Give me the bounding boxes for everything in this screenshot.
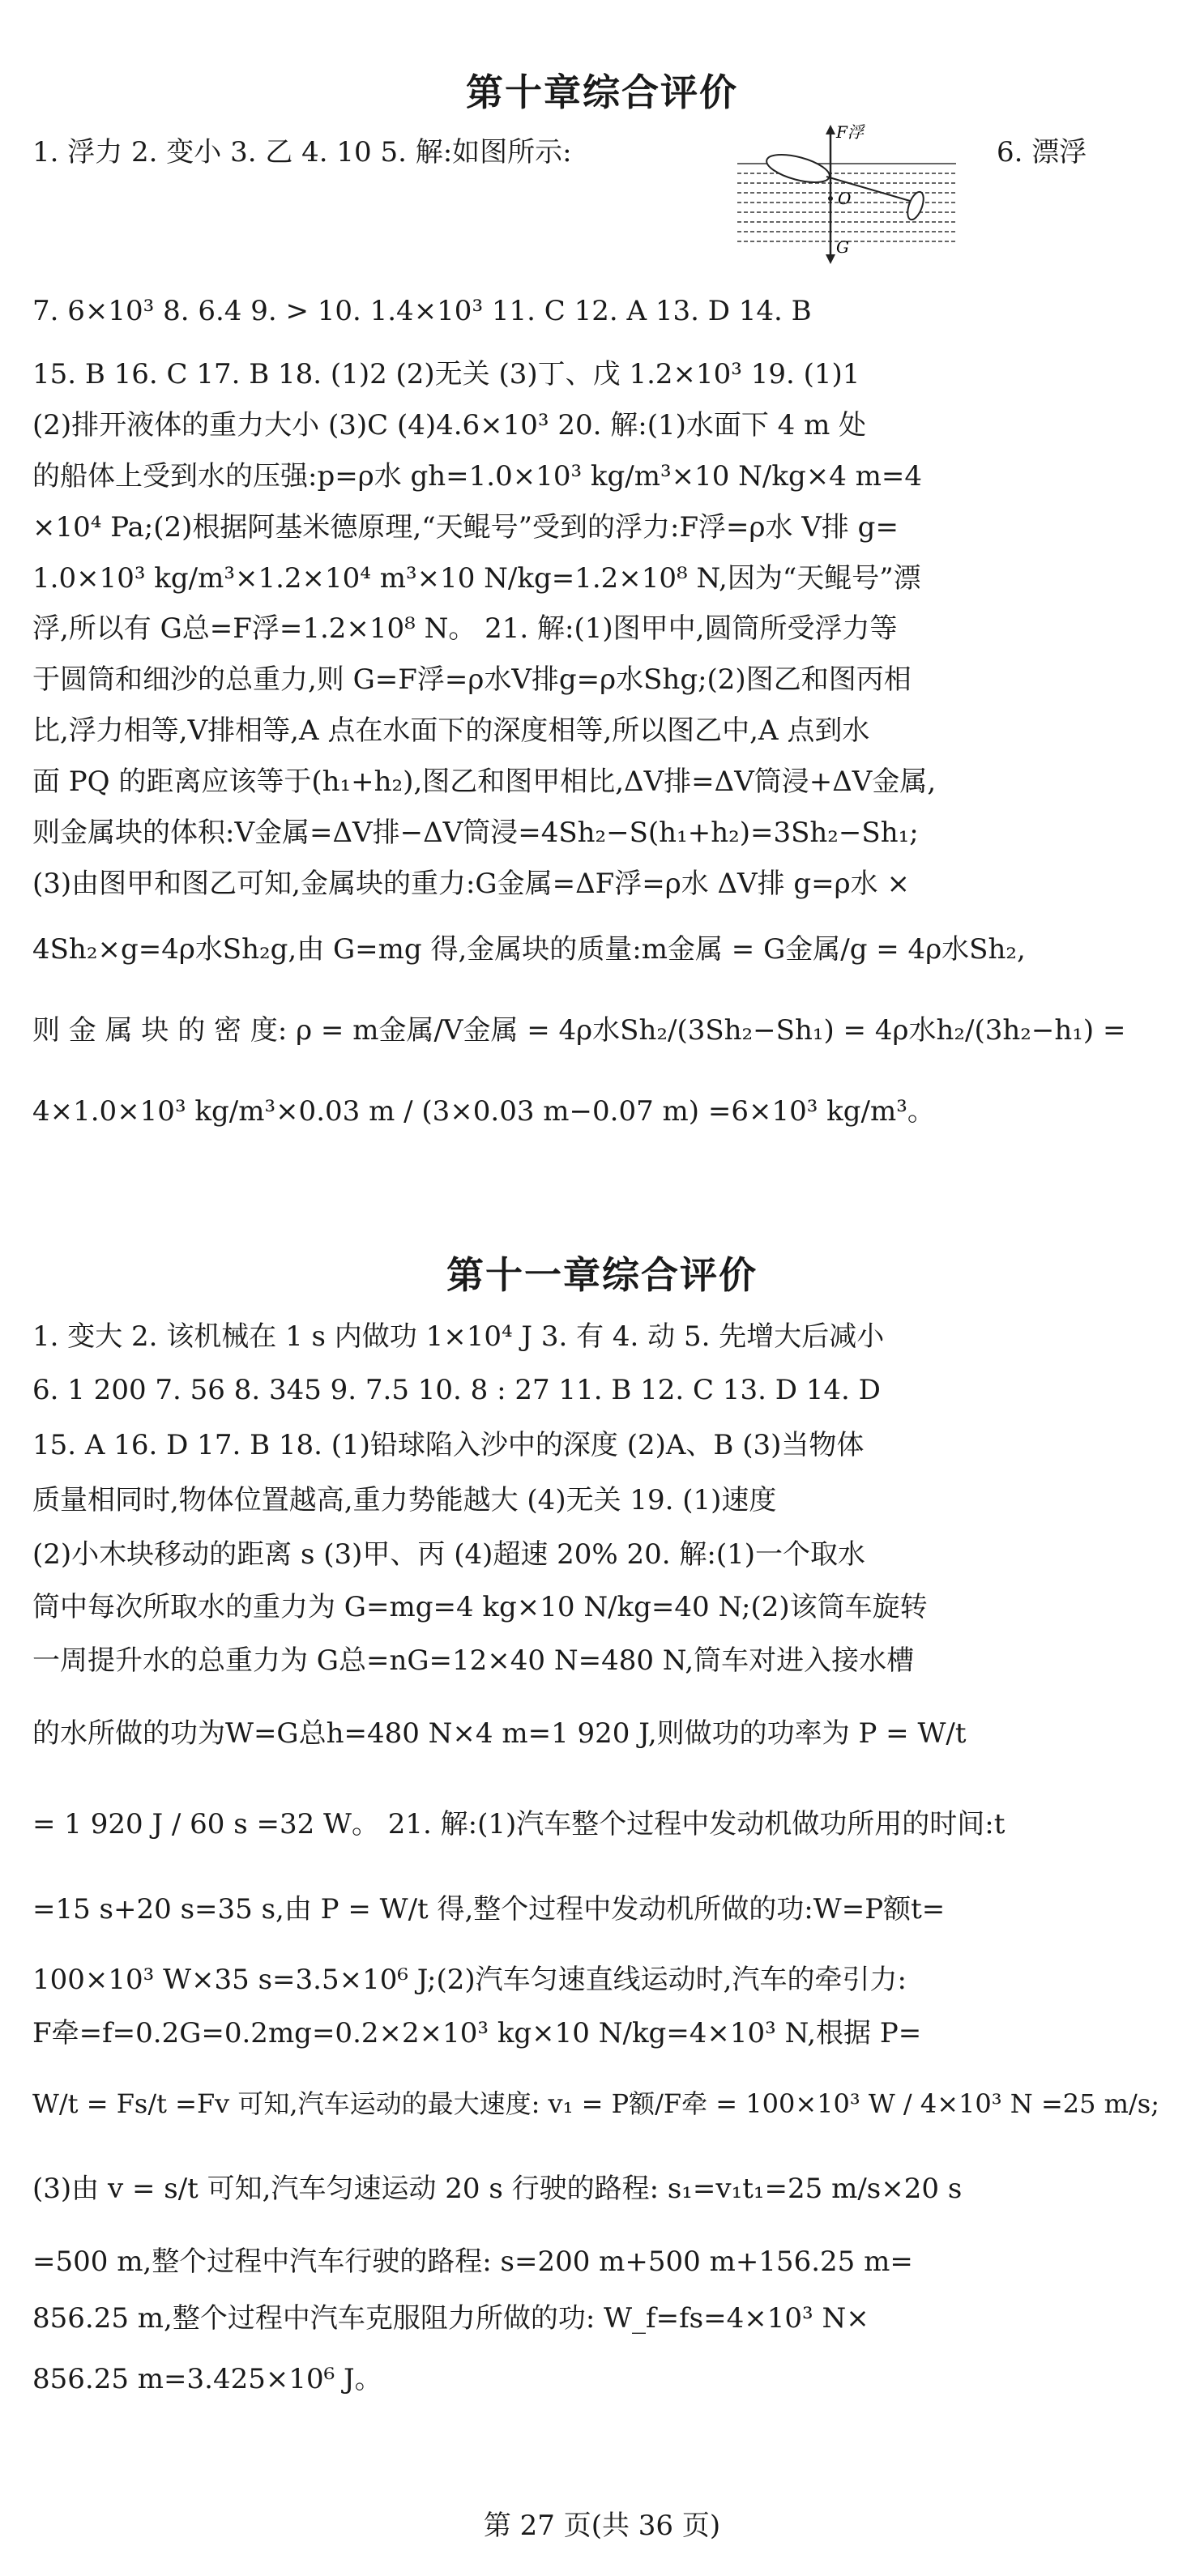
answer-line: (2)排开液体的重力大小 (3)C (4)4.6×10³ 20. 解:(1)水面下 4 m 处 — [32, 409, 867, 441]
answer-line: F牵=f=0.2G=0.2mg=0.2×2×10³ kg×10 N/kg=4×10³ N,根据 P= — [32, 2017, 922, 2049]
answer-line: 于圆筒和细沙的总重力,则 G=F浮=ρ水V排g=ρ水Shg;(2)图乙和图丙相 — [32, 663, 912, 696]
answer-line: 筒中每次所取水的重力为 G=mg=4 kg×10 N/kg=40 N;(2)该筒车旋转 — [32, 1591, 928, 1623]
answer-line: =500 m,整个过程中汽车行驶的路程: s=200 m+500 m+156.25 m= — [32, 2245, 913, 2278]
answer-line: 7. 6×10³ 8. 6.4 9. > 10. 1.4×10³ 11. C 12. A 13. D 14. B — [32, 295, 812, 327]
o-label: O — [838, 189, 852, 208]
answer-line: =15 s+20 s=35 s,由 P = W/t 得,整个过程中发动机所做的功:W=P额t= — [32, 1893, 946, 1926]
answer-line: 1. 浮力 2. 变小 3. 乙 4. 10 5. 解:如图所示: — [32, 136, 572, 168]
answer-line: 1.0×10³ kg/m³×1.2×10⁴ m³×10 N/kg=1.2×10⁸ N,因为“天鲲号”漂 — [32, 562, 921, 595]
chapter10-title: 第十章综合评价 — [466, 70, 738, 114]
answer-line: 15. A 16. D 17. B 18. (1)铅球陷入沙中的深度 (2)A、B (3)当物体 — [32, 1429, 865, 1461]
g-label: G — [836, 237, 849, 257]
answer-line: 浮,所以有 G总=F浮=1.2×10⁸ N。 21. 解:(1)图甲中,圆筒所受浮力等 — [32, 612, 898, 645]
answer-line: 则金属块的体积:V金属=ΔV排−ΔV筒浸=4Sh₂−S(h₁+h₂)=3Sh₂−Sh₁; — [32, 817, 919, 849]
answer-line: (3)由图甲和图乙可知,金属块的重力:G金属=ΔF浮=ρ水 ΔV排 g=ρ水 × — [32, 868, 910, 900]
answer-line: 856.25 m=3.425×10⁶ J。 — [32, 2363, 382, 2395]
answer-line: 质量相同时,物体位置越高,重力势能越大 (4)无关 19. (1)速度 — [32, 1484, 777, 1516]
answer-line: 100×10³ W×35 s=3.5×10⁶ J;(2)汽车匀速直线运动时,汽车的牵引力: — [32, 1964, 907, 1996]
buoyancy-diagram — [729, 122, 964, 267]
answer-line: (2)小木块移动的距离 s (3)甲、丙 (4)超速 20% 20. 解:(1)一个取水 — [32, 1538, 866, 1571]
answer-line: 6. 漂浮 — [997, 136, 1087, 168]
f-label: F浮 — [836, 122, 864, 142]
answer-line: 比,浮力相等,V排相等,A 点在水面下的深度相等,所以图乙中,A 点到水 — [32, 714, 870, 747]
answer-line: W/t = Fs/t =Fv 可知,汽车运动的最大速度: v₁ = P额/F牵 = 100×10³ W / 4×10³ N =25 m/s; — [32, 2088, 1159, 2119]
answer-line: 一周提升水的总重力为 G总=nG=12×40 N=480 N,筒车对进入接水槽 — [32, 1644, 915, 1677]
answer-line: 4×1.0×10³ kg/m³×0.03 m / (3×0.03 m−0.07 m) =6×10³ kg/m³。 — [32, 1095, 935, 1128]
answer-line: (3)由 v = s/t 可知,汽车匀速运动 20 s 行驶的路程: s₁=v₁t₁=25 m/s×20 s — [32, 2173, 963, 2205]
answer-line: 1. 变大 2. 该机械在 1 s 内做功 1×10⁴ J 3. 有 4. 动 5. 先增大后减小 — [32, 1320, 885, 1353]
answer-line: 的水所做的功为W=G总h=480 N×4 m=1 920 J,则做功的功率为 P = W/t — [32, 1717, 967, 1750]
answer-line: 15. B 16. C 17. B 18. (1)2 (2)无关 (3)丁、戊 1.2×10³ 19. (1)1 — [32, 358, 860, 390]
boat-shape — [764, 149, 833, 188]
answer-line: = 1 920 J / 60 s =32 W。 21. 解:(1)汽车整个过程中发动机做功所用的时间:t — [32, 1808, 1005, 1840]
answer-line: 则 金 属 块 的 密 度: ρ = m金属/V金属 = 4ρ水Sh₂/(3Sh₂−Sh₁) = 4ρ水h₂/(3h₂−h₁) = — [32, 1014, 1126, 1047]
answer-line: ×10⁴ Pa;(2)根据阿基米德原理,“天鲲号”受到的浮力:F浮=ρ水 V排 g= — [32, 511, 899, 544]
chapter11-title: 第十一章综合评价 — [446, 1253, 758, 1297]
answer-line: 4Sh₂×g=4ρ水Sh₂g,由 G=mg 得,金属块的质量:m金属 = G金属/g = 4ρ水Sh₂, — [32, 933, 1026, 966]
answer-line: 的船体上受到水的压强:p=ρ水 gh=1.0×10³ kg/m³×10 N/kg×4 m=4 — [32, 460, 923, 493]
page-footer: 第 27 页(共 36 页) — [483, 2510, 721, 2542]
answer-line: 856.25 m,整个过程中汽车克服阻力所做的功: W_f=fs=4×10³ N× — [32, 2302, 869, 2335]
answer-line: 6. 1 200 7. 56 8. 345 9. 7.5 10. 8 : 27 11. B 12. C 13. D 14. D — [32, 1374, 881, 1406]
answer-line: 面 PQ 的距离应该等于(h₁+h₂),图乙和图甲相比,ΔV排=ΔV筒浸+ΔV金属, — [32, 766, 937, 798]
